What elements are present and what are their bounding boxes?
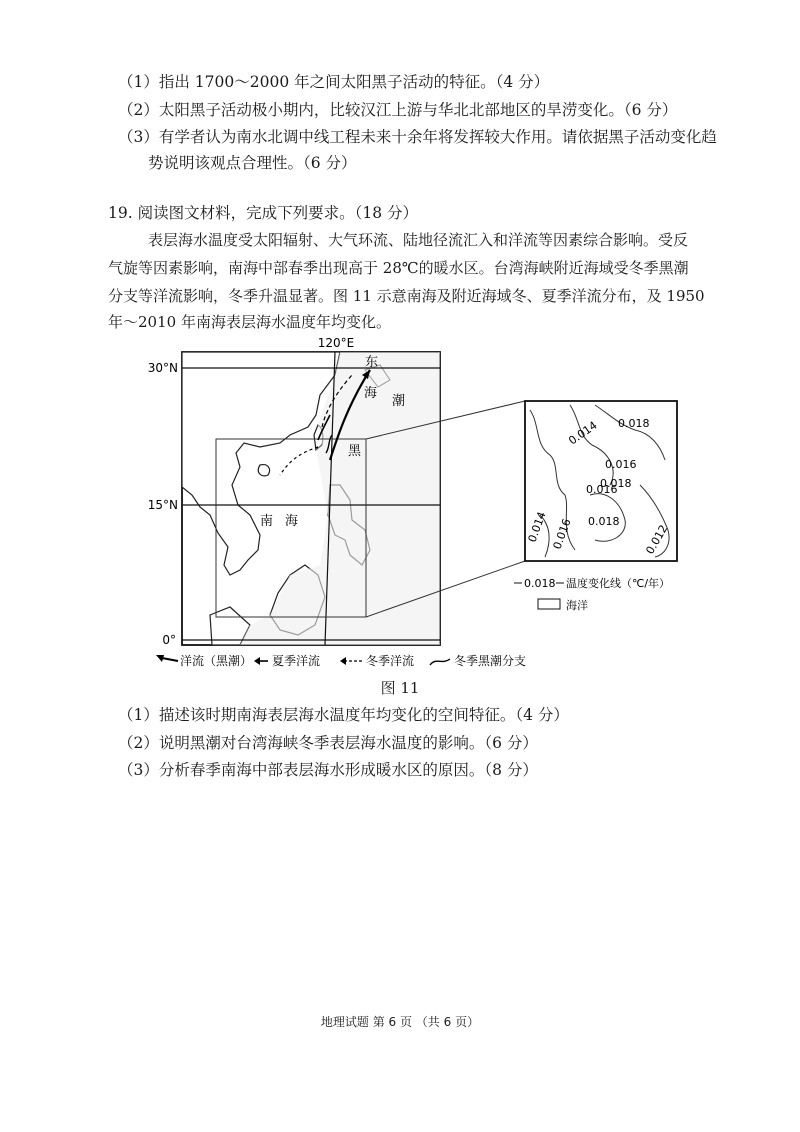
q18-sub-3: （3）有学者认为南水北调中线工程未来十余年将发挥较大作用。请依据黑子活动变化趋 [118, 128, 717, 146]
label-east-sea-2: 海 [364, 386, 378, 401]
label-south-sea-2: 海 [285, 514, 299, 529]
legend-current-symbol [162, 658, 178, 661]
contour-legend-sample: 0.018 [524, 577, 556, 590]
contour-label: 0.016 [605, 458, 637, 471]
q19-sub-2: （2）说明黑潮对台湾海峡冬季表层海水温度的影响。（6 分） [118, 734, 538, 752]
contour-label: 0.016 [586, 483, 618, 496]
contour-label: 0.018 [600, 477, 632, 490]
contour-label: 0.016 [550, 516, 574, 552]
ocean-legend-label: 海洋 [566, 599, 588, 612]
contour-legend-label: 温度变化线（℃/年） [566, 577, 671, 590]
lon-label-120e: 120°E [317, 336, 355, 350]
legend-current-label: 洋流（黑潮） [180, 654, 253, 668]
legend-branch-symbol [430, 659, 450, 665]
label-east-sea-1: 东 [365, 355, 379, 370]
legend-winter-label: 冬季洋流 [366, 654, 415, 668]
q19-material-line-2: 气旋等因素影响，南海中部春季出现高于 28℃的暖水区。台湾海峡附近海域受冬季黑潮 [108, 259, 689, 277]
current-legend [156, 653, 526, 668]
q19-sub-1: （1）描述该时期南海表层海水温度年均变化的空间特征。（4 分） [118, 706, 569, 724]
contour-label: 0.018 [618, 417, 650, 430]
figure-11-map [140, 335, 700, 680]
legend-branch-label: 冬季黑潮分支 [454, 654, 527, 668]
legend-summer-label: 夏季洋流 [272, 654, 321, 668]
q18-sub-3-cont: 势说明该观点合理性。（6 分） [148, 154, 357, 172]
ocean-legend-swatch [538, 599, 560, 609]
figure-caption: 图 11 [380, 679, 420, 697]
contour-label: 0.014 [566, 418, 600, 448]
lat-label-0: 0° [162, 633, 176, 647]
hainan-island [258, 465, 269, 476]
label-south-sea-1: 南 [260, 514, 274, 529]
q19-title: 19. 阅读图文材料，完成下列要求。（18 分） [108, 204, 418, 222]
contour-label: 0.012 [643, 522, 671, 557]
label-kuroshio-1: 潮 [392, 394, 406, 409]
q18-sub-1: （1）指出 1700～2000 年之间太阳黑子活动的特征。（4 分） [118, 73, 550, 91]
q19-material-line-4: 年～2010 年南海表层海水温度年均变化。 [108, 313, 391, 331]
q19-sub-3: （3）分析春季南海中部表层海水形成暖水区的原因。（8 分） [118, 761, 538, 779]
page-footer: 地理试题 第 6 页 （共 6 页） [320, 1015, 480, 1029]
contour-label: 0.018 [588, 515, 620, 528]
q19-material-line-3: 分支等洋流影响，冬季升温显著。图 11 示意南海及附近海域冬、夏季洋流分布，及 1950 [108, 287, 705, 305]
q19-material-line-1: 表层海水温度受太阳辐射、大气环流、陆地径流汇入和洋流等因素综合影响。受反 [148, 231, 689, 249]
q18-sub-2: （2）太阳黑子活动极小期内，比较汉江上游与华北北部地区的旱涝变化。（6 分） [118, 101, 678, 119]
contour-label: 0.014 [525, 509, 549, 545]
lat-label-30n: 30°N [147, 361, 178, 375]
lat-label-15n: 15°N [147, 498, 178, 512]
label-kuroshio-2: 黑 [348, 444, 362, 459]
